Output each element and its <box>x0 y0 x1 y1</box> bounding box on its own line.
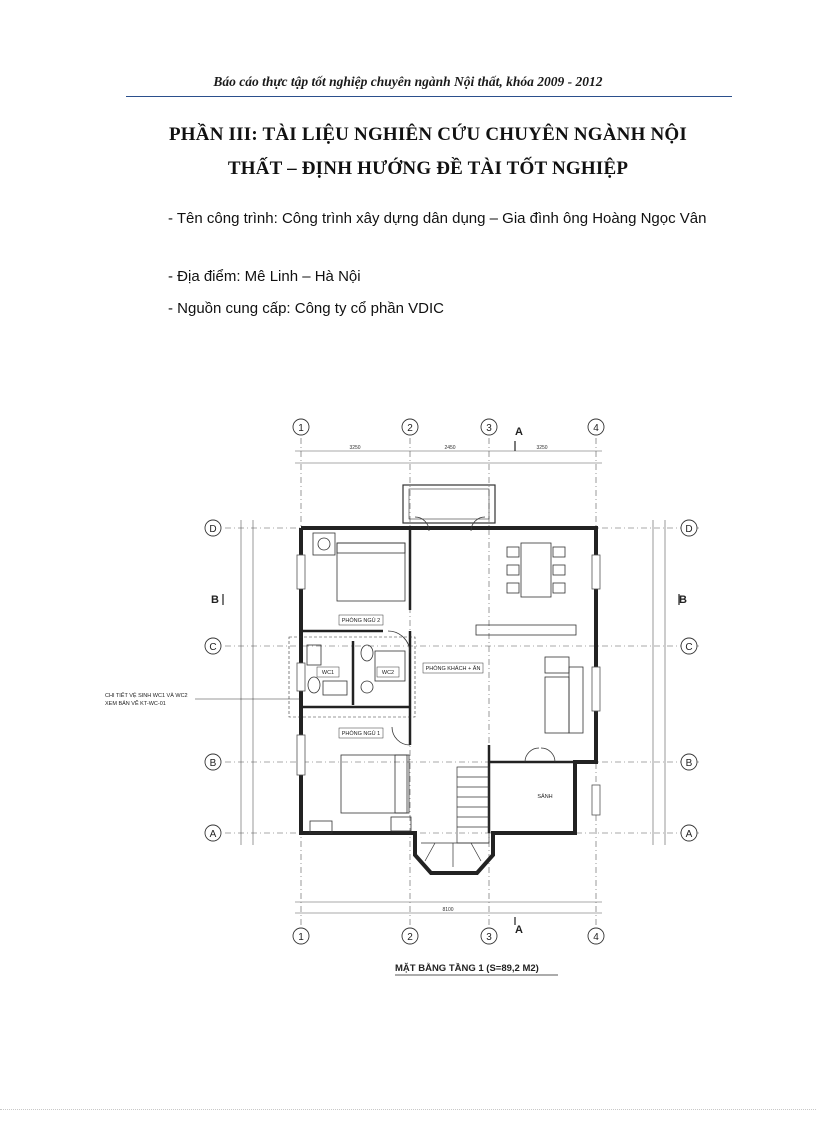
dim-total: 8100 <box>442 907 454 913</box>
dim-2: 2450 <box>444 445 456 451</box>
project-source: - Nguồn cung cấp: Công ty cổ phần VDIC <box>168 300 444 317</box>
room-living-dining: PHÒNG KHÁCH + ĂN <box>425 666 481 672</box>
grid-col-3-top: 3 <box>486 423 492 434</box>
grid-row-b-left: B <box>209 758 217 769</box>
section-title-line-1: PHẦN III: TÀI LIỆU NGHIÊN CỨU CHUYÊN NGÀNH NỘI <box>168 124 688 145</box>
section-b-right: B <box>679 594 687 606</box>
grid-col-2-bottom: 2 <box>407 932 413 943</box>
dim-1: 3250 <box>349 445 361 451</box>
grid-row-b-right: B <box>685 758 693 769</box>
grid-col-4-top: 4 <box>593 423 599 434</box>
grid-col-2-top: 2 <box>407 423 413 434</box>
wc-detail-note-line1: CHI TIẾT VỆ SINH WC1 VÀ WC2 <box>105 693 188 699</box>
section-a-top: A <box>515 426 523 438</box>
section-title <box>120 118 736 186</box>
grid-row-a-left: A <box>209 829 217 840</box>
grid-col-3-bottom: 3 <box>486 932 492 943</box>
floor-plan-drawing <box>105 405 725 985</box>
grid-row-c-left: C <box>209 642 217 653</box>
floor-plan-caption: MẶT BẰNG TẦNG 1 (S=89,2 M2) <box>395 963 539 974</box>
grid-col-1-top: 1 <box>298 423 304 434</box>
grid-row-d-right: D <box>685 524 693 535</box>
header-rule <box>126 96 732 97</box>
room-bedroom-1: PHÒNG NGỦ 1 <box>341 731 381 737</box>
project-name: - Tên công trình: Công trình xây dựng dân dụng – Gia đình ông Hoàng Ngọc Vân <box>168 210 707 227</box>
grid-row-c-right: C <box>685 642 693 653</box>
project-location: - Địa điểm: Mê Linh – Hà Nội <box>168 268 361 285</box>
section-a-bottom: A <box>515 924 523 936</box>
room-wc2: WC2 <box>381 670 395 676</box>
grid-row-d-left: D <box>209 524 217 535</box>
grid-col-4-bottom: 4 <box>593 932 599 943</box>
room-bedroom-2: PHÒNG NGỦ 2 <box>341 618 381 624</box>
room-wc1: WC1 <box>321 670 335 676</box>
room-hall: SẢNH <box>537 794 553 800</box>
footer-rule <box>0 1109 816 1110</box>
page-header: Báo cáo thực tập tốt nghiệp chuyên ngành Nội thất, khóa 2009 - 2012 <box>213 74 603 89</box>
section-title-line-2: THẤT – ĐỊNH HƯỚNG ĐỀ TÀI TỐT NGHIỆP <box>227 158 629 179</box>
grid-col-1-bottom: 1 <box>298 932 304 943</box>
section-b-left: B <box>211 594 219 606</box>
dim-3: 3250 <box>536 445 548 451</box>
grid-row-a-right: A <box>685 829 693 840</box>
wc-detail-note-line2: XEM BẢN VẼ KT-WC-01 <box>105 701 166 707</box>
